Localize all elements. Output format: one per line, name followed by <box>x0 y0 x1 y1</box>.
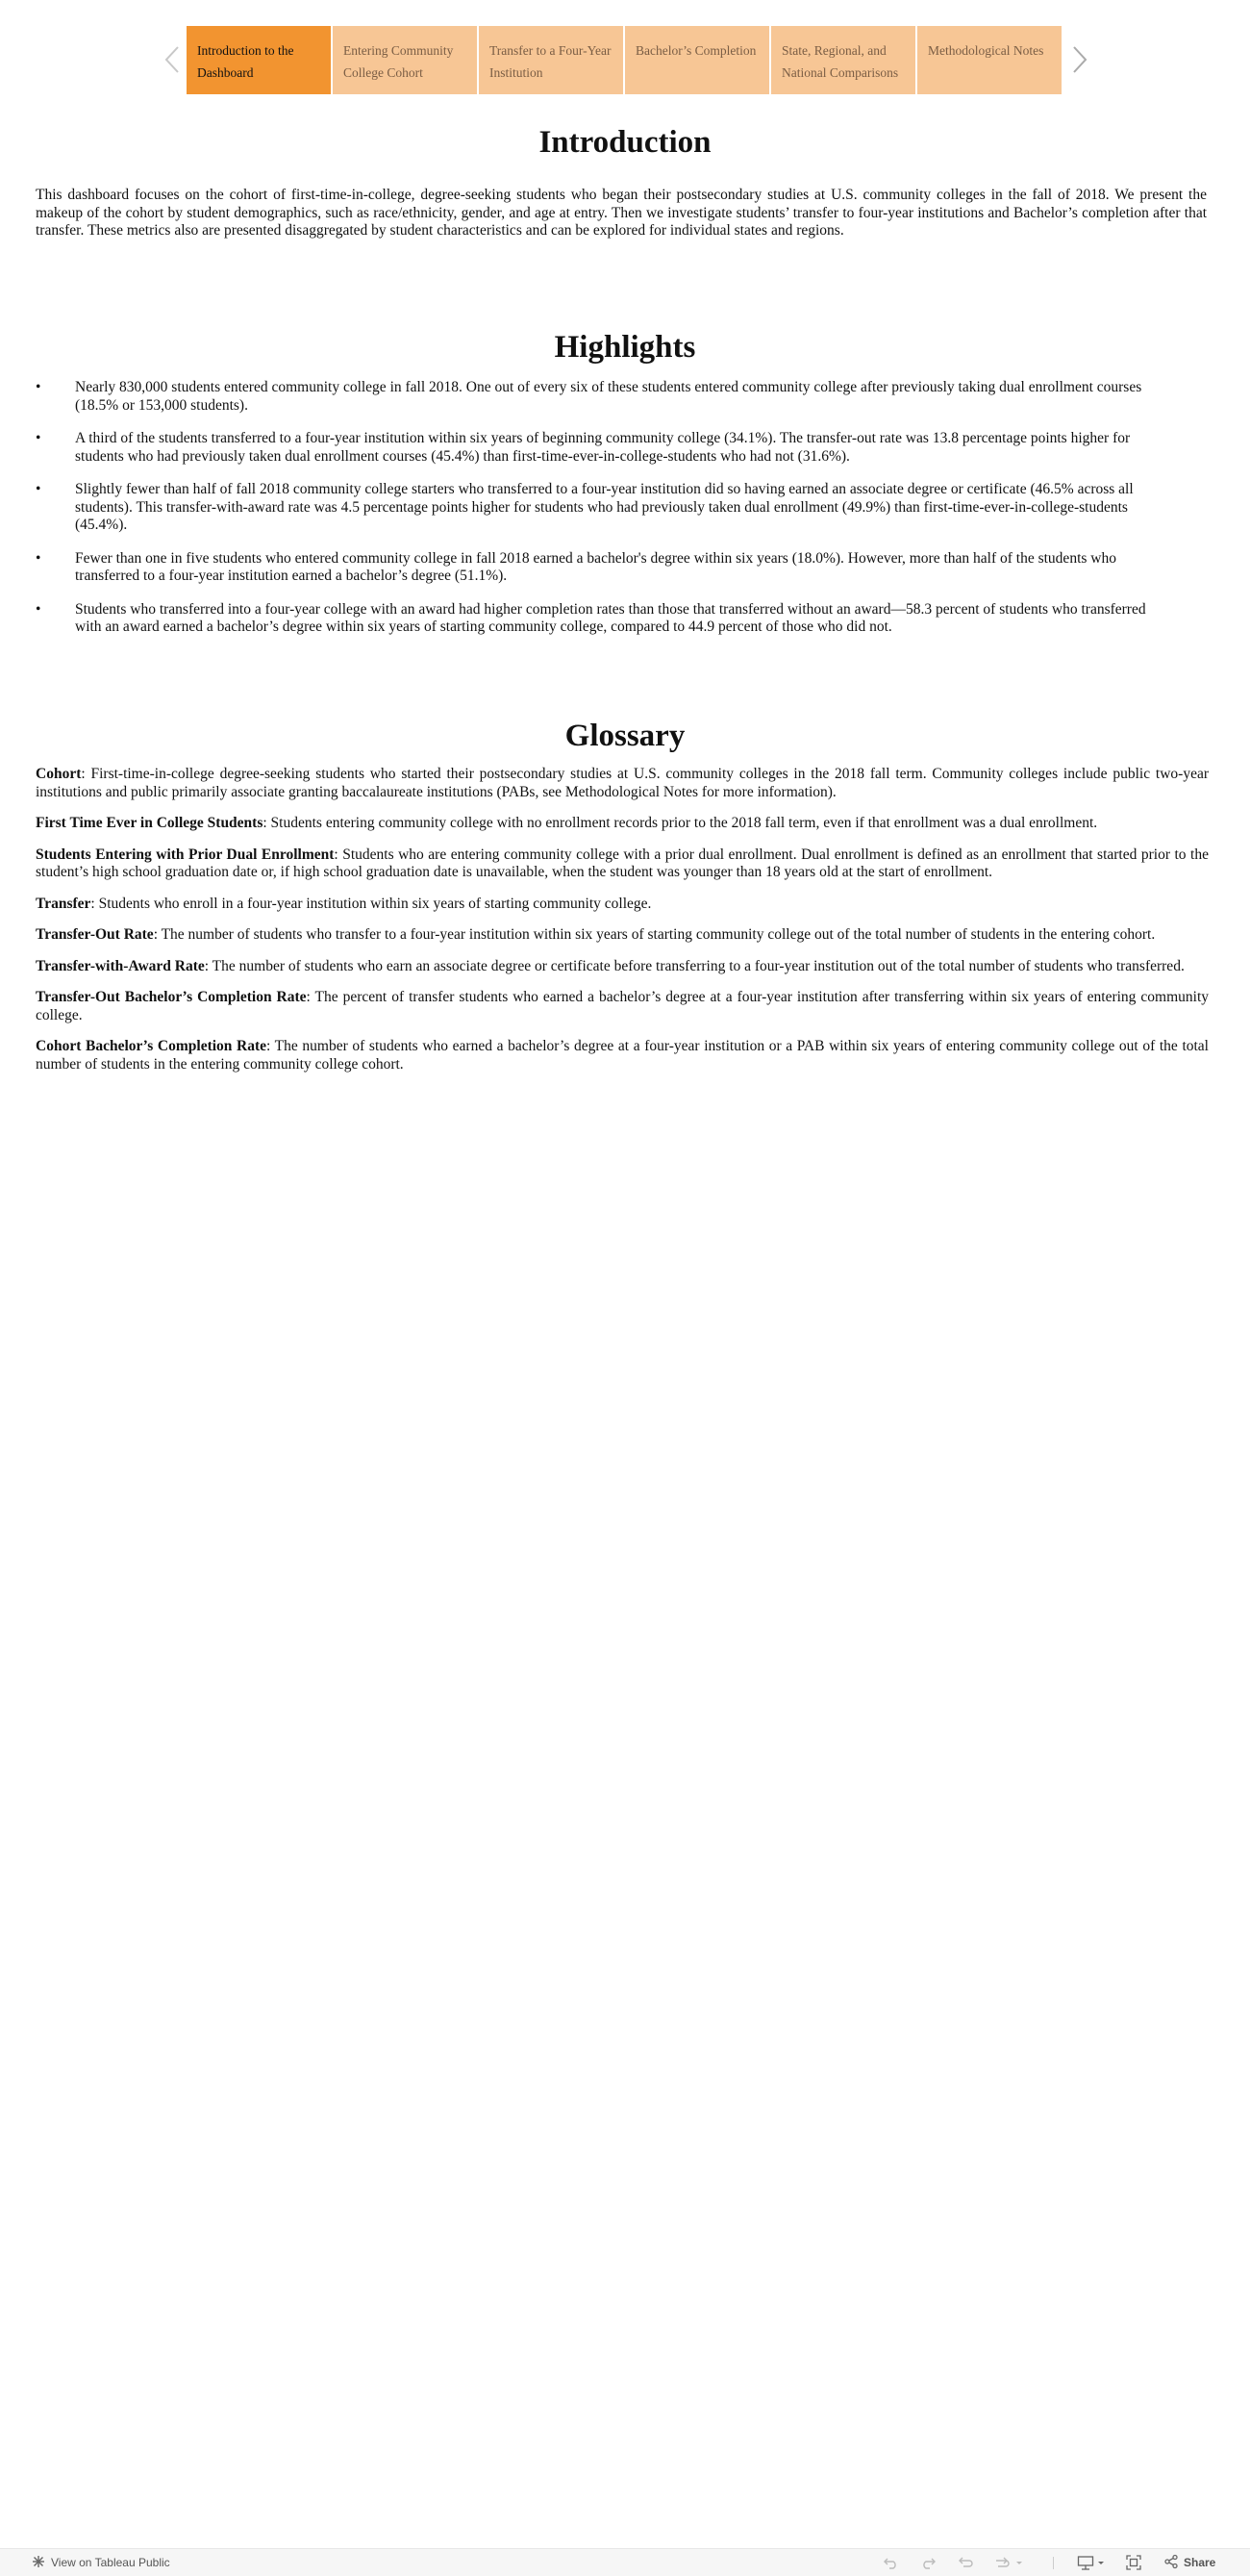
tab-methodological-notes[interactable]: Methodological Notes <box>917 26 1062 94</box>
share-icon <box>1163 2554 1179 2572</box>
tab-bachelors-completion[interactable]: Bachelor’s Completion <box>625 26 769 94</box>
list-item <box>36 601 1170 637</box>
glossary-definition: : The number of students who earn an associate degree or certificate before transferring to a four-year institution out of the total number of students who transferred. <box>204 957 1185 974</box>
glossary-definition: : Students who are entering community college with a prior dual enrollment. Dual enrollment is defined as an enrollment that started prior to the student’s high school graduation date or, if high school graduation date is unavailable, when the student was younger than 18 years old at the start of enrollment. <box>36 846 1209 880</box>
glossary-term: Transfer <box>36 895 91 912</box>
toolbar-divider <box>1053 2557 1054 2569</box>
tableau-logo-icon <box>31 2554 46 2572</box>
introduction-body: This dashboard focuses on the cohort of first-time-in-college, degree-seeking students who began their postsecondary studies at U.S. community colleges in the fall of 2018. We present the makeup of the cohort by student demographics, such as race/ethnicity, gender, and age at entry. Then we investigate students’ transfer to four-year institutions and Bachelor’s completion after that transfer. These metrics also are presented disaggregated by student characteristics and can be explored for individual states and regions. <box>36 187 1207 239</box>
list-item <box>36 379 1170 415</box>
glossary-definition: : The percent of transfer students who earned a bachelor’s degree at a four-year institution after transferring within six years of entering community college. <box>36 989 1209 1023</box>
next-tab-arrow-icon[interactable] <box>1067 40 1092 79</box>
tab-entering-cohort[interactable]: Entering Community College Cohort <box>333 26 477 94</box>
revert-icon[interactable] <box>958 2549 975 2576</box>
previous-tab-arrow-icon[interactable] <box>160 40 185 79</box>
redo-icon[interactable] <box>919 2549 937 2576</box>
highlights-list <box>36 379 1170 652</box>
glossary-term: First Time Ever in College Students <box>36 815 263 831</box>
tableau-toolbar <box>0 2548 1250 2576</box>
glossary-definition: : Students who enroll in a four-year institution within six years of starting community college. <box>90 895 652 912</box>
glossary-definition: : Students entering community college with no enrollment records prior to the 2018 fall term, even if that enrollment was a dual enrollment. <box>262 815 1098 831</box>
bullet-icon: • <box>36 481 41 497</box>
bullet-icon: • <box>36 549 41 567</box>
glossary-term: Transfer-Out Bachelor’s Completion Rate <box>36 989 307 1005</box>
glossary-term: Cohort <box>36 766 82 782</box>
presentation-icon[interactable] <box>1077 2549 1106 2576</box>
glossary-entry <box>36 958 1209 976</box>
bullet-icon: • <box>36 379 41 395</box>
glossary-list <box>36 766 1209 1087</box>
introduction-title: Introduction <box>538 125 712 160</box>
glossary-entry <box>36 815 1209 833</box>
view-on-tableau-public-label: View on Tableau Public <box>51 2556 170 2569</box>
glossary-entry <box>36 896 1209 914</box>
highlight-text: Slightly fewer than half of fall 2018 community college starters who transferred to a four-year institution did so having earned an associate degree or certificate (46.5% across all students). This transfer-with-award rate was 4.5 percentage points higher for students who had previously taken dual enrollment (49.9%) than first-time-ever-in-college-students (45.4%). <box>75 481 1134 533</box>
glossary-entry <box>36 989 1209 1024</box>
highlight-text: A third of the students transferred to a four-year institution within six years of beginning community college (34.1%). The transfer-out rate was 13.8 percentage points higher for students who had previously taken dual enrollment courses (45.4%) than first-time-ever-in-college-students who had not (31.6%). <box>75 430 1131 465</box>
list-item <box>36 430 1170 466</box>
tab-introduction[interactable]: Introduction to the Dashboard <box>187 26 331 94</box>
glossary-term: Students Entering with Prior Dual Enrollment <box>36 846 335 863</box>
dashboard-tabs <box>187 26 1062 94</box>
list-item <box>36 481 1170 535</box>
bullet-icon: • <box>36 600 41 618</box>
highlights-title: Highlights <box>554 330 696 365</box>
list-item <box>36 550 1170 586</box>
fullscreen-icon[interactable] <box>1126 2549 1141 2576</box>
highlight-text: Students who transferred into a four-year college with an award had higher completion rates than those that transferred without an award—58.3 percent of students who transferred with an award earned a bachelor’s degree within six years of starting community college, compared to 44.9 percent of those who did not. <box>75 600 1146 635</box>
highlight-text: Nearly 830,000 students entered community college in fall 2018. One out of every six of these students entered community college after previously taking dual enrollment courses (18.5% or 153,000 students). <box>75 379 1142 414</box>
glossary-entry <box>36 846 1209 882</box>
tab-comparisons[interactable]: State, Regional, and National Comparisons <box>771 26 915 94</box>
bullet-icon: • <box>36 430 41 446</box>
glossary-definition: : The number of students who earned a bachelor’s degree at a four-year institution or a PAB within six years of entering community college out of the total number of students in the entering community college cohort. <box>36 1038 1209 1073</box>
tab-transfer[interactable]: Transfer to a Four-Year Institution <box>479 26 623 94</box>
share-button[interactable] <box>1163 2549 1215 2576</box>
glossary-term: Transfer-with-Award Rate <box>36 957 205 974</box>
glossary-term: Transfer-Out Rate <box>36 926 154 943</box>
glossary-entry <box>36 766 1209 801</box>
undo-icon[interactable] <box>883 2549 900 2576</box>
share-label: Share <box>1184 2556 1216 2569</box>
glossary-definition: : The number of students who transfer to a four-year institution within six years of starting community college out of the total number of students in the entering cohort. <box>153 926 1156 943</box>
refresh-icon[interactable] <box>994 2549 1023 2576</box>
highlight-text: Fewer than one in five students who entered community college in fall 2018 earned a bachelor's degree within six years (18.0%). However, more than half of the students who transferred to a four-year institution earned a bachelor’s degree (51.1%). <box>75 549 1116 584</box>
glossary-entry <box>36 926 1209 945</box>
glossary-title: Glossary <box>564 719 686 753</box>
glossary-definition: : First-time-in-college degree-seeking students who started their postsecondary studies at U.S. community colleges in the 2018 fall term. Community colleges include public two-year institutions and public primarily associate granting baccalaureate institutions (PABs, see Methodological Notes for more information). <box>36 766 1209 800</box>
glossary-term: Cohort Bachelor’s Completion Rate <box>36 1038 267 1054</box>
glossary-entry <box>36 1038 1209 1073</box>
view-on-tableau-public-link[interactable] <box>31 2549 170 2576</box>
